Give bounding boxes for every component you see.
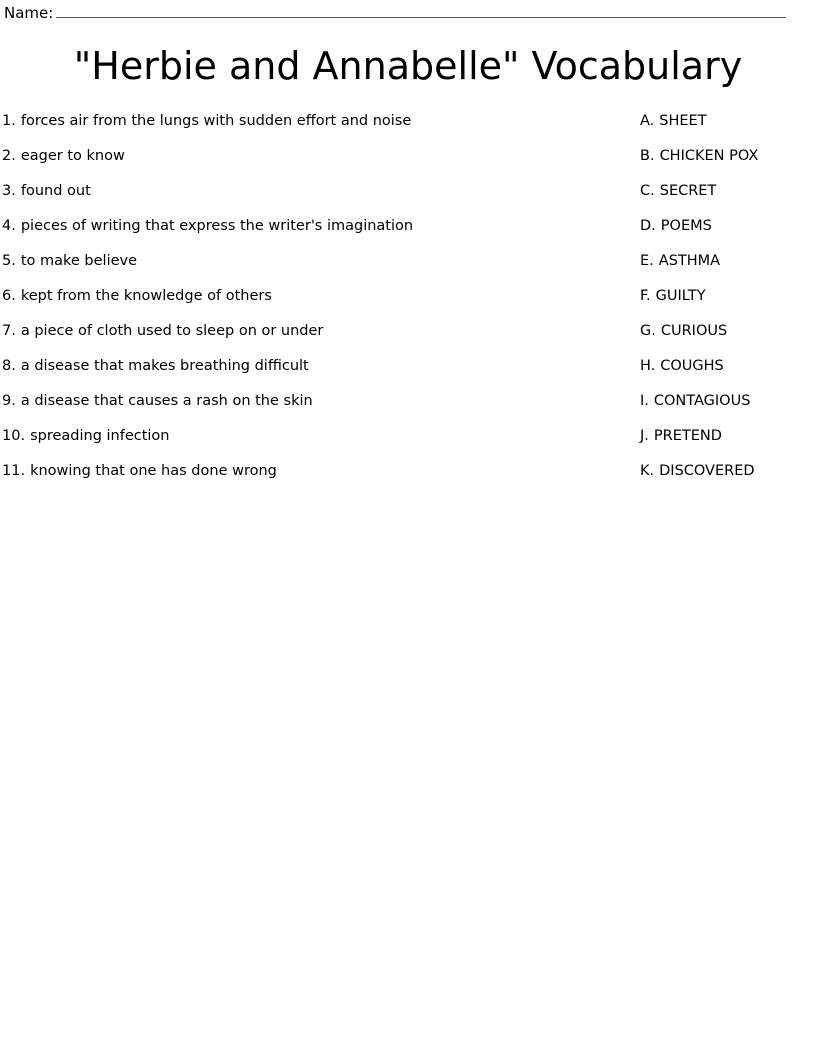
answer-letter: E. xyxy=(640,253,654,269)
two-column-layout xyxy=(0,114,816,499)
page-title: "Herbie and Annabelle" Vocabulary xyxy=(73,44,743,88)
answer-text: SHEET xyxy=(659,113,707,129)
list-item xyxy=(640,114,816,149)
answer-text: POEMS xyxy=(660,218,712,234)
name-write-in-line[interactable] xyxy=(56,4,786,18)
list-item xyxy=(640,394,816,429)
answers-column xyxy=(640,114,816,499)
answer-letter: K. xyxy=(640,463,655,479)
list-item xyxy=(2,359,640,394)
list-item xyxy=(640,429,816,464)
item-text: a piece of cloth used to sleep on or under xyxy=(20,323,324,339)
answer-text: SECRET xyxy=(659,183,717,199)
item-text: found out xyxy=(20,183,91,199)
item-text: a disease that causes a rash on the skin xyxy=(20,393,313,409)
item-text: forces air from the lungs with sudden effort and noise xyxy=(20,113,412,129)
item-number: 4. xyxy=(2,218,16,234)
list-item xyxy=(640,464,816,499)
list-item xyxy=(2,254,640,289)
item-number: 10. xyxy=(2,428,26,444)
name-label: Name: xyxy=(4,4,54,22)
answer-text: GUILTY xyxy=(655,288,706,304)
item-number: 7. xyxy=(2,323,16,339)
item-text: spreading infection xyxy=(30,428,170,444)
answer-text: CONTAGIOUS xyxy=(653,393,751,409)
definitions-column xyxy=(0,114,640,499)
item-number: 5. xyxy=(2,253,16,269)
answer-letter: G. xyxy=(640,323,656,339)
item-number: 3. xyxy=(2,183,16,199)
list-item xyxy=(2,219,640,254)
item-number: 1. xyxy=(2,113,16,129)
item-text: knowing that one has done wrong xyxy=(30,463,277,479)
item-number: 8. xyxy=(2,358,16,374)
answer-text: CHICKEN POX xyxy=(659,148,759,164)
list-item xyxy=(640,289,816,324)
list-item xyxy=(640,254,816,289)
answer-letter: J. xyxy=(640,428,649,444)
list-item xyxy=(2,429,640,464)
item-text: to make believe xyxy=(20,253,138,269)
answer-letter: H. xyxy=(640,358,656,374)
answer-letter: D. xyxy=(640,218,656,234)
answer-text: CURIOUS xyxy=(660,323,728,339)
list-item xyxy=(2,394,640,429)
item-number: 6. xyxy=(2,288,16,304)
matching-content xyxy=(0,114,816,499)
list-item xyxy=(2,324,640,359)
answer-text: COUGHS xyxy=(660,358,724,374)
list-item xyxy=(640,324,816,359)
item-text: eager to know xyxy=(20,148,125,164)
answer-letter: C. xyxy=(640,183,655,199)
answer-text: PRETEND xyxy=(653,428,722,444)
item-number: 9. xyxy=(2,393,16,409)
answer-letter: B. xyxy=(640,148,655,164)
list-item xyxy=(2,464,640,499)
list-item xyxy=(2,114,640,149)
list-item xyxy=(2,184,640,219)
item-text: pieces of writing that express the writer's imagination xyxy=(20,218,414,234)
list-item xyxy=(2,289,640,324)
item-text: kept from the knowledge of others xyxy=(20,288,272,304)
list-item xyxy=(640,359,816,394)
name-row xyxy=(0,0,816,22)
list-item xyxy=(640,219,816,254)
item-number: 11. xyxy=(2,463,26,479)
item-number: 2. xyxy=(2,148,16,164)
list-item xyxy=(640,149,816,184)
item-text: a disease that makes breathing difficult xyxy=(20,358,309,374)
answer-letter: A. xyxy=(640,113,655,129)
answer-letter: F. xyxy=(640,288,651,304)
list-item xyxy=(640,184,816,219)
answer-text: DISCOVERED xyxy=(659,463,755,479)
answer-letter: I. xyxy=(640,393,649,409)
answer-text: ASTHMA xyxy=(658,253,721,269)
list-item xyxy=(2,149,640,184)
